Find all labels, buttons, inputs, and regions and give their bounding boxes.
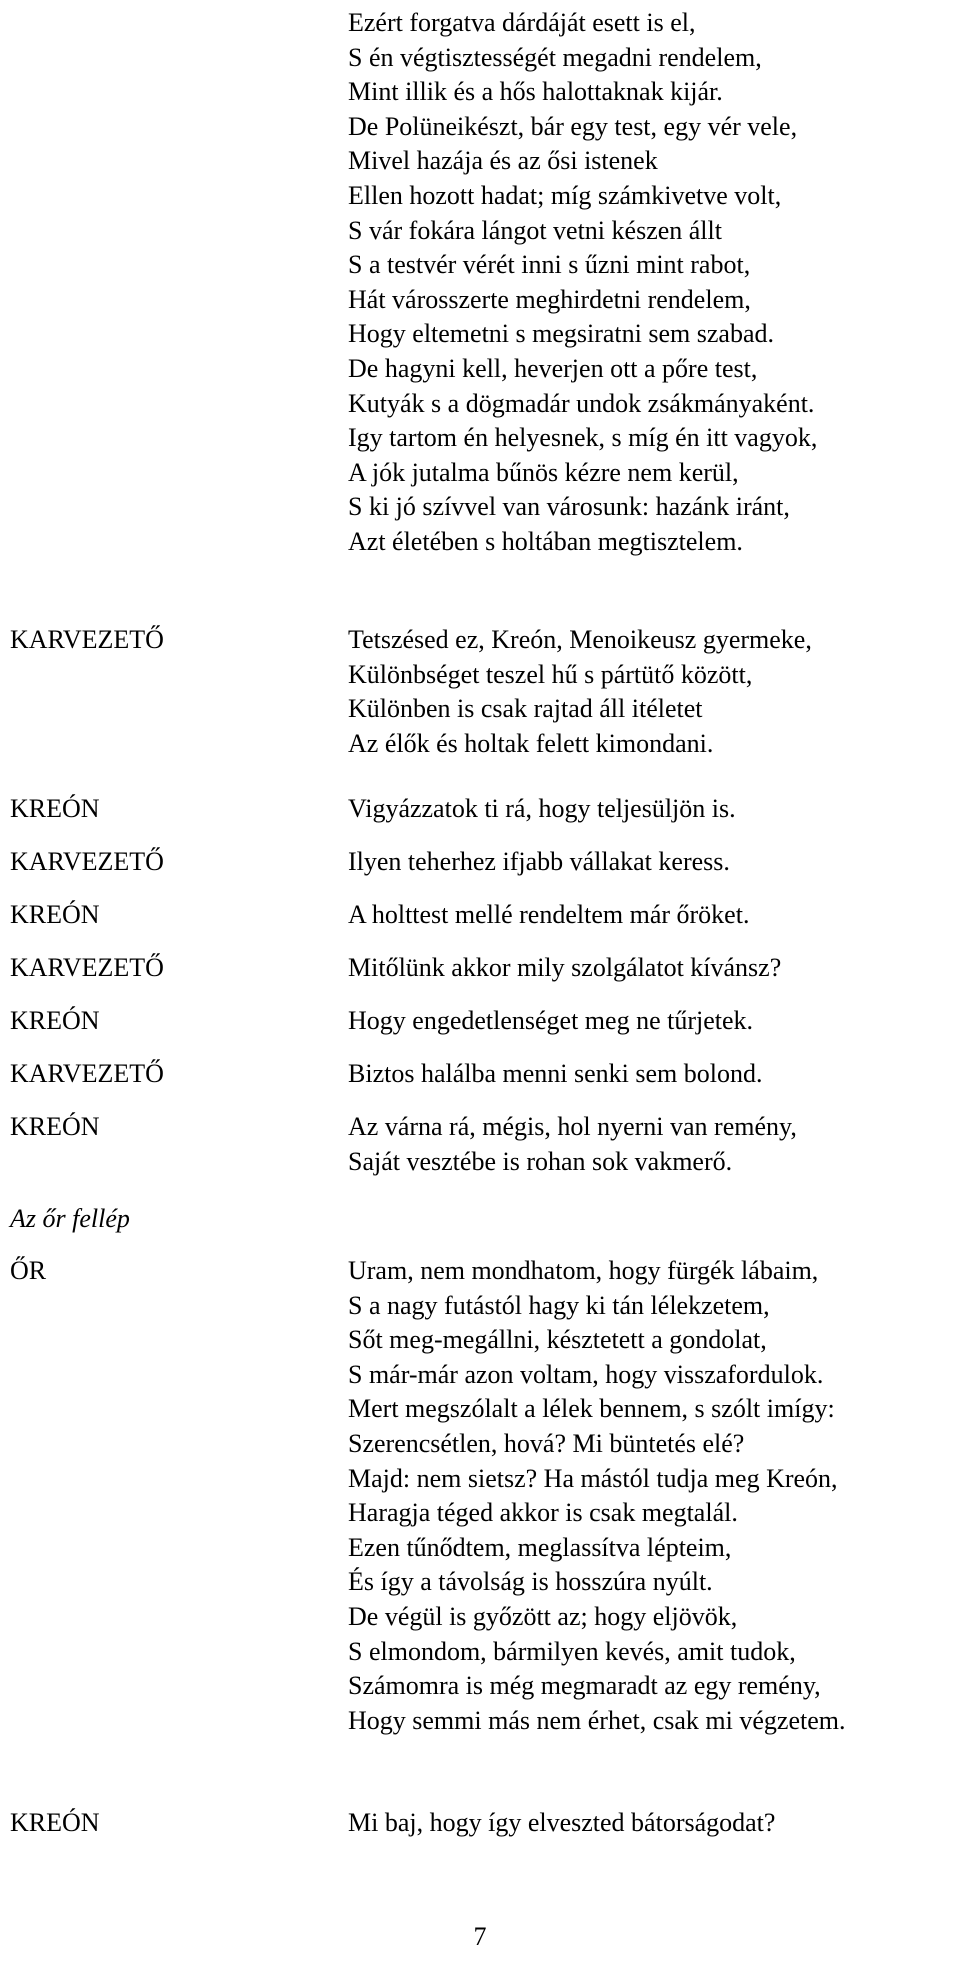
verse-line: Azt életében s holtában megtisztelem. xyxy=(348,526,743,556)
verse-lines xyxy=(348,623,812,761)
verse-line: Ezért forgatva dárdáját esett is el, xyxy=(348,8,696,37)
speaker-label: KARVEZETŐ xyxy=(10,847,164,876)
verse-line: De végül is győzött az; hogy eljövök, xyxy=(348,1601,738,1631)
verse-line: Hogy engedetlenséget meg ne tűrjetek. xyxy=(348,1006,754,1035)
verse-line: Igy tartom én helyesnek, s míg én itt vagyok, xyxy=(348,423,818,453)
verse-line: Mitőlünk akkor mily szolgálatot kívánsz? xyxy=(348,953,782,982)
verse-line: Biztos halálba menni senki sem bolond. xyxy=(348,1059,763,1088)
verse-line: S elmondom, bármilyen kevés, amit tudok, xyxy=(348,1636,796,1666)
verse-line: Szerencsétlen, hová? Mi büntetés elé? xyxy=(348,1428,745,1458)
verse-line: S már-már azon voltam, hogy visszafordulok. xyxy=(348,1359,824,1389)
verse-lines xyxy=(348,1004,753,1039)
verse-line: Majd: nem sietsz? Ha mástól tudja meg Kreón, xyxy=(348,1463,838,1493)
verse-line: Az várna rá, mégis, hol nyerni van remény, xyxy=(348,1112,797,1141)
verse-line: Ezen tűnődtem, meglassítva lépteim, xyxy=(348,1532,732,1562)
verse-line: Vigyázzatok ti rá, hogy teljesüljön is. xyxy=(348,794,736,823)
verse-line: Mert megszólalt a lélek bennem, s szólt imígy: xyxy=(348,1394,835,1424)
verse-lines xyxy=(348,845,730,880)
verse-line: Ilyen teherhez ifjabb vállakat keress. xyxy=(348,847,730,876)
stage-direction: Az őr fellép xyxy=(10,1204,130,1233)
verse-line: Ellen hozott hadat; míg számkivetve volt, xyxy=(348,180,782,210)
verse-line: És így a távolság is hosszúra nyúlt. xyxy=(348,1567,713,1597)
verse-lines xyxy=(348,1806,775,1841)
verse-line: Saját vesztébe is rohan sok vakmerő. xyxy=(348,1146,733,1176)
verse-line: Az élők és holtak felett kimondani. xyxy=(348,728,714,758)
verse-line: S a testvér vérét inni s űzni mint rabot, xyxy=(348,250,751,280)
verse-line: S ki jó szívvel van városunk: hazánk iránt, xyxy=(348,492,790,522)
verse-line: Mint illik és a hős halottaknak kijár. xyxy=(348,77,723,107)
verse-lines xyxy=(348,898,749,933)
speaker-label: KREÓN xyxy=(10,1112,100,1141)
verse-line: Mivel hazája és az ősi istenek xyxy=(348,146,658,176)
speaker-label: KREÓN xyxy=(10,1808,100,1837)
verse-line: Hogy eltemetni s megsiratni sem szabad. xyxy=(348,319,775,349)
verse-line: S én végtisztességét megadni rendelem, xyxy=(348,42,762,72)
verse-line: Hát városszerte meghirdetni rendelem, xyxy=(348,284,751,314)
page-number: 7 xyxy=(473,1922,487,1951)
speaker-label: ŐR xyxy=(10,1256,47,1285)
speaker-label: KREÓN xyxy=(10,900,100,929)
verse-line: A holttest mellé rendeltem már őröket. xyxy=(348,900,750,929)
verse-lines xyxy=(348,1110,797,1179)
verse-line: S a nagy futástól hagy ki tán lélekzetem, xyxy=(348,1290,770,1320)
verse-line: Számomra is még megmaradt az egy remény, xyxy=(348,1671,821,1701)
verse-lines xyxy=(348,1057,763,1092)
verse-line: S vár fokára lángot vetni készen állt xyxy=(348,215,722,245)
speaker-label: KREÓN xyxy=(10,794,100,823)
verse-line: Különbséget teszel hű s pártütő között, xyxy=(348,659,753,689)
verse-line: Uram, nem mondhatom, hogy fürgék lábaim, xyxy=(348,1256,819,1285)
verse-line: Kutyák s a dögmadár undok zsákmányaként. xyxy=(348,388,815,418)
speaker-label: KARVEZETŐ xyxy=(10,625,164,654)
verse-line: Hogy semmi más nem érhet, csak mi végzetem. xyxy=(348,1705,846,1735)
speaker-label: KARVEZETŐ xyxy=(10,953,164,982)
verse-line: De hagyni kell, heverjen ott a pőre test, xyxy=(348,353,758,383)
speaker-label: KARVEZETŐ xyxy=(10,1059,164,1088)
verse-line: Sőt meg-megállni, késztetett a gondolat, xyxy=(348,1325,767,1355)
verse-lines xyxy=(348,792,736,827)
verse-lines xyxy=(348,6,817,560)
verse-lines xyxy=(348,1254,845,1738)
speaker-label: KREÓN xyxy=(10,1006,100,1035)
verse-line: Tetszésed ez, Kreón, Menoikeusz gyermeke, xyxy=(348,625,812,654)
verse-lines xyxy=(348,951,781,986)
verse-line: Haragja téged akkor is csak megtalál. xyxy=(348,1498,738,1528)
verse-line: A jók jutalma bűnös kézre nem kerül, xyxy=(348,457,739,487)
verse-line: Különben is csak rajtad áll itéletet xyxy=(348,694,703,724)
verse-line: Mi baj, hogy így elveszted bátorságodat? xyxy=(348,1808,776,1837)
verse-line: De Polüneikészt, bár egy test, egy vér vele, xyxy=(348,111,798,141)
